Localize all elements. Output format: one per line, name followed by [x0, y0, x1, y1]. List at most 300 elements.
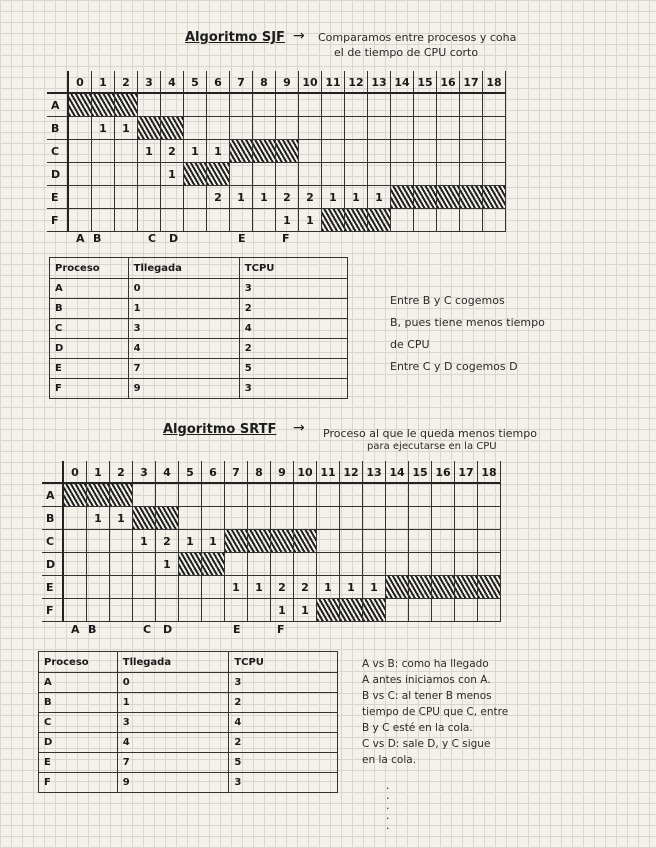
- gantt-exec-cell: [138, 117, 161, 140]
- gantt-row-b: [47, 117, 506, 140]
- gantt-exec-cell: [230, 140, 253, 163]
- gantt-exec-cell: [322, 209, 345, 232]
- marker-d: D: [169, 232, 179, 245]
- marker-b: B: [93, 232, 102, 245]
- gantt-time-tick: 12: [340, 461, 363, 484]
- gantt-empty-cell: [64, 599, 87, 622]
- gantt-time-tick: 6: [207, 71, 230, 94]
- gantt-empty-cell: [322, 163, 345, 186]
- gantt-empty-cell: [87, 576, 110, 599]
- gantt-row-label: A: [42, 484, 64, 507]
- gantt-empty-cell: [64, 576, 87, 599]
- gantt-empty-cell: [179, 599, 202, 622]
- gantt-time-tick: 0: [69, 71, 92, 94]
- gantt-empty-cell: [184, 186, 207, 209]
- table-header-cell: Tllegada: [128, 258, 239, 279]
- table-cell: 7: [128, 359, 239, 379]
- gantt-chart-srtf: [42, 461, 512, 622]
- gantt-time-tick: 18: [478, 461, 501, 484]
- gantt-exec-cell: [184, 163, 207, 186]
- gantt-time-tick: 17: [460, 71, 483, 94]
- gantt-empty-cell: [322, 117, 345, 140]
- gantt-empty-cell: [69, 140, 92, 163]
- gantt-row-label: F: [42, 599, 64, 622]
- gantt-corner: [42, 461, 64, 484]
- note-line: Entre B y C cogemos: [390, 294, 505, 307]
- notes-sjf: [390, 290, 545, 378]
- gantt-empty-cell: [386, 530, 409, 553]
- gantt-row-f: [47, 209, 506, 232]
- note-line: de CPU: [390, 338, 430, 351]
- table-header-row: [50, 258, 348, 279]
- gantt-row-label: E: [42, 576, 64, 599]
- table-cell: 1: [117, 693, 229, 713]
- gantt-empty-cell: [271, 553, 294, 576]
- gantt-empty-cell: [460, 209, 483, 232]
- table-cell: 4: [117, 733, 229, 753]
- marker-a: A: [76, 232, 85, 245]
- gantt-empty-cell: [483, 209, 506, 232]
- table-header-cell: TCPU: [229, 652, 338, 673]
- table-row: [39, 693, 338, 713]
- gantt-empty-cell: [299, 117, 322, 140]
- gantt-empty-cell: [409, 507, 432, 530]
- gantt-empty-cell: [253, 163, 276, 186]
- gantt-empty-cell: [253, 209, 276, 232]
- table-row: [50, 379, 348, 399]
- gantt-empty-cell: [386, 553, 409, 576]
- gantt-wait-cell: 1: [92, 117, 115, 140]
- gantt-row-label: F: [47, 209, 69, 232]
- gantt-row-e: [42, 576, 501, 599]
- table-row: [50, 359, 348, 379]
- gantt-row-e: [47, 186, 506, 209]
- gantt-empty-cell: [276, 117, 299, 140]
- gantt-empty-cell: [92, 140, 115, 163]
- gantt-wait-cell: 1: [299, 209, 322, 232]
- table-cell: 9: [128, 379, 239, 399]
- gantt-empty-cell: [64, 553, 87, 576]
- gantt-empty-cell: [340, 530, 363, 553]
- table-cell: 7: [117, 753, 229, 773]
- gantt-corner: [47, 71, 69, 94]
- marker-b: B: [88, 623, 97, 636]
- gantt-empty-cell: [161, 94, 184, 117]
- table-cell: 2: [229, 693, 338, 713]
- gantt-empty-cell: [483, 94, 506, 117]
- gantt-empty-cell: [92, 209, 115, 232]
- gantt-empty-cell: [478, 484, 501, 507]
- gantt-empty-cell: [460, 163, 483, 186]
- gantt-empty-cell: [478, 530, 501, 553]
- gantt-time-tick: 5: [184, 71, 207, 94]
- section1-description-line1: Comparamos entre procesos y coha: [318, 31, 517, 44]
- gantt-time-tick: 15: [409, 461, 432, 484]
- arrow-icon: →: [293, 420, 305, 436]
- gantt-empty-cell: [115, 140, 138, 163]
- gantt-wait-cell: 1: [340, 576, 363, 599]
- gantt-empty-cell: [460, 94, 483, 117]
- gantt-empty-cell: [437, 163, 460, 186]
- table-cell: D: [39, 733, 118, 753]
- gantt-empty-cell: [294, 507, 317, 530]
- gantt-time-tick: 10: [299, 71, 322, 94]
- gantt-empty-cell: [133, 484, 156, 507]
- gantt-exec-cell: [460, 186, 483, 209]
- note-line: Entre C y D cogemos D: [390, 360, 518, 373]
- marker-f: F: [277, 623, 285, 636]
- gantt-wait-cell: 1: [138, 140, 161, 163]
- note-line: tiempo de CPU que C, entre: [362, 706, 509, 718]
- table-row: [50, 319, 348, 339]
- gantt-empty-cell: [87, 599, 110, 622]
- gantt-empty-cell: [432, 484, 455, 507]
- gantt-wait-cell: 1: [110, 507, 133, 530]
- gantt-wait-cell: 1: [271, 599, 294, 622]
- gantt-row-label: C: [47, 140, 69, 163]
- gantt-exec-cell: [432, 576, 455, 599]
- gantt-row-label: A: [47, 94, 69, 117]
- gantt-exec-cell: [156, 507, 179, 530]
- gantt-empty-cell: [202, 484, 225, 507]
- table-cell: A: [50, 279, 129, 299]
- process-table-srtf: [38, 651, 338, 793]
- gantt-time-tick: 5: [179, 461, 202, 484]
- gantt-empty-cell: [317, 530, 340, 553]
- gantt-empty-cell: [414, 117, 437, 140]
- table-row: [39, 773, 338, 793]
- table-cell: 5: [229, 753, 338, 773]
- gantt-exec-cell: [340, 599, 363, 622]
- gantt-wait-cell: 2: [294, 576, 317, 599]
- gantt-time-tick: 17: [455, 461, 478, 484]
- gantt-empty-cell: [478, 599, 501, 622]
- gantt-wait-cell: 1: [225, 576, 248, 599]
- gantt-wait-cell: 2: [207, 186, 230, 209]
- gantt-time-tick: 4: [161, 71, 184, 94]
- gantt-empty-cell: [414, 163, 437, 186]
- table-cell: E: [50, 359, 129, 379]
- gantt-empty-cell: [69, 117, 92, 140]
- table-cell: F: [39, 773, 118, 793]
- table-cell: 2: [239, 339, 347, 359]
- gantt-exec-cell: [87, 484, 110, 507]
- table-cell: C: [50, 319, 129, 339]
- gantt-time-tick: 2: [110, 461, 133, 484]
- gantt-empty-cell: [317, 484, 340, 507]
- gantt-exec-cell: [483, 186, 506, 209]
- table-cell: F: [50, 379, 129, 399]
- gantt-wait-cell: 1: [248, 576, 271, 599]
- process-table-sjf: [49, 257, 348, 399]
- gantt-empty-cell: [391, 140, 414, 163]
- gantt-time-tick: 14: [386, 461, 409, 484]
- gantt-exec-cell: [386, 576, 409, 599]
- gantt-empty-cell: [225, 553, 248, 576]
- table-header-cell: Proceso: [50, 258, 129, 279]
- gantt-time-tick: 13: [363, 461, 386, 484]
- gantt-exec-cell: [276, 140, 299, 163]
- gantt-exec-cell: [478, 576, 501, 599]
- gantt-empty-cell: [110, 599, 133, 622]
- table-row: [50, 299, 348, 319]
- table-cell: B: [39, 693, 118, 713]
- table-row: [39, 733, 338, 753]
- table-cell: 2: [239, 299, 347, 319]
- gantt-empty-cell: [322, 140, 345, 163]
- gantt-wait-cell: 1: [115, 117, 138, 140]
- gantt-empty-cell: [110, 576, 133, 599]
- arrow-icon: →: [293, 28, 305, 44]
- table-cell: 3: [229, 773, 338, 793]
- gantt-empty-cell: [248, 484, 271, 507]
- gantt-empty-cell: [437, 209, 460, 232]
- gantt-empty-cell: [437, 94, 460, 117]
- gantt-wait-cell: 2: [156, 530, 179, 553]
- table-header-cell: TCPU: [239, 258, 347, 279]
- gantt-empty-cell: [391, 117, 414, 140]
- gantt-empty-cell: [340, 553, 363, 576]
- gantt-empty-cell: [432, 553, 455, 576]
- gantt-time-tick: 10: [294, 461, 317, 484]
- gantt-empty-cell: [322, 94, 345, 117]
- gantt-header-row: [42, 461, 501, 484]
- gantt-time-tick: 18: [483, 71, 506, 94]
- gantt-empty-cell: [115, 186, 138, 209]
- gantt-empty-cell: [432, 530, 455, 553]
- gantt-wait-cell: 1: [317, 576, 340, 599]
- gantt-wait-cell: 1: [156, 553, 179, 576]
- gantt-empty-cell: [230, 117, 253, 140]
- gantt-empty-cell: [409, 530, 432, 553]
- gantt-empty-cell: [391, 163, 414, 186]
- gantt-time-tick: 3: [138, 71, 161, 94]
- table-header-row: [39, 652, 338, 673]
- gantt-time-tick: 9: [276, 71, 299, 94]
- gantt-exec-cell: [317, 599, 340, 622]
- gantt-empty-cell: [299, 94, 322, 117]
- gantt-empty-cell: [225, 507, 248, 530]
- gantt-empty-cell: [156, 599, 179, 622]
- gantt-empty-cell: [363, 530, 386, 553]
- gantt-time-tick: 15: [414, 71, 437, 94]
- table-row: [39, 753, 338, 773]
- gantt-empty-cell: [368, 140, 391, 163]
- gantt-time-tick: 0: [64, 461, 87, 484]
- gantt-empty-cell: [455, 530, 478, 553]
- gantt-empty-cell: [455, 484, 478, 507]
- gantt-empty-cell: [248, 599, 271, 622]
- gantt-empty-cell: [455, 599, 478, 622]
- gantt-empty-cell: [156, 484, 179, 507]
- gantt-empty-cell: [363, 484, 386, 507]
- gantt-row-a: [42, 484, 501, 507]
- gantt-row-label: D: [47, 163, 69, 186]
- note-line: A antes iniciamos con A.: [362, 674, 491, 686]
- gantt-empty-cell: [276, 163, 299, 186]
- gantt-empty-cell: [184, 209, 207, 232]
- gantt-empty-cell: [455, 507, 478, 530]
- gantt-exec-cell: [368, 209, 391, 232]
- table-cell: 2: [229, 733, 338, 753]
- notes-srtf: [362, 656, 508, 768]
- gantt-time-tick: 9: [271, 461, 294, 484]
- gantt-empty-cell: [69, 186, 92, 209]
- gantt-empty-cell: [64, 530, 87, 553]
- gantt-empty-cell: [409, 553, 432, 576]
- table-cell: 3: [117, 713, 229, 733]
- table-row: [39, 673, 338, 693]
- gantt-empty-cell: [161, 209, 184, 232]
- gantt-empty-cell: [184, 94, 207, 117]
- gantt-time-tick: 7: [230, 71, 253, 94]
- gantt-empty-cell: [138, 94, 161, 117]
- gantt-exec-cell: [225, 530, 248, 553]
- gantt-empty-cell: [345, 94, 368, 117]
- table-cell: 3: [239, 279, 347, 299]
- gantt-row-c: [47, 140, 506, 163]
- gantt-row-label: B: [42, 507, 64, 530]
- gantt-empty-cell: [225, 484, 248, 507]
- gantt-empty-cell: [69, 163, 92, 186]
- table-cell: 4: [239, 319, 347, 339]
- gantt-empty-cell: [138, 186, 161, 209]
- gantt-empty-cell: [202, 599, 225, 622]
- gantt-exec-cell: [64, 484, 87, 507]
- marker-f: F: [282, 232, 290, 245]
- gantt-empty-cell: [368, 94, 391, 117]
- marker-e: E: [238, 232, 246, 245]
- marker-e: E: [233, 623, 241, 636]
- gantt-exec-cell: [363, 599, 386, 622]
- note-line: B vs C: al tener B menos: [362, 690, 492, 702]
- note-line: A vs B: como ha llegado: [362, 658, 489, 670]
- section1-description-line2: el de tiempo de CPU corto: [334, 46, 479, 59]
- gantt-exec-cell: [179, 553, 202, 576]
- table-header-cell: Proceso: [39, 652, 118, 673]
- table-cell: D: [50, 339, 129, 359]
- gantt-empty-cell: [253, 117, 276, 140]
- gantt-time-tick: 11: [317, 461, 340, 484]
- table-cell: A: [39, 673, 118, 693]
- gantt-exec-cell: [161, 117, 184, 140]
- gantt-empty-cell: [202, 507, 225, 530]
- gantt-empty-cell: [207, 117, 230, 140]
- gantt-wait-cell: 2: [271, 576, 294, 599]
- gantt-exec-cell: [455, 576, 478, 599]
- gantt-wait-cell: 1: [294, 599, 317, 622]
- table-row: [50, 279, 348, 299]
- gantt-wait-cell: 2: [161, 140, 184, 163]
- table-cell: 9: [117, 773, 229, 793]
- gantt-wait-cell: 1: [345, 186, 368, 209]
- gantt-exec-cell: [248, 530, 271, 553]
- gantt-empty-cell: [207, 94, 230, 117]
- gantt-empty-cell: [437, 117, 460, 140]
- gantt-empty-cell: [230, 163, 253, 186]
- continuation-dots: · · · · ·: [386, 782, 390, 835]
- gantt-time-tick: 16: [432, 461, 455, 484]
- gantt-empty-cell: [133, 553, 156, 576]
- gantt-empty-cell: [391, 94, 414, 117]
- table-cell: 4: [229, 713, 338, 733]
- gantt-empty-cell: [230, 94, 253, 117]
- gantt-empty-cell: [386, 507, 409, 530]
- gantt-empty-cell: [345, 140, 368, 163]
- gantt-empty-cell: [299, 140, 322, 163]
- note-line: C vs D: sale D, y C sigue: [362, 738, 491, 750]
- gantt-wait-cell: 1: [322, 186, 345, 209]
- gantt-exec-cell: [253, 140, 276, 163]
- gantt-empty-cell: [363, 507, 386, 530]
- gantt-empty-cell: [276, 94, 299, 117]
- gantt-empty-cell: [478, 507, 501, 530]
- note-line: en la cola.: [362, 754, 417, 766]
- gantt-exec-cell: [133, 507, 156, 530]
- gantt-wait-cell: 1: [363, 576, 386, 599]
- gantt-empty-cell: [460, 117, 483, 140]
- gantt-empty-cell: [294, 553, 317, 576]
- gantt-empty-cell: [414, 209, 437, 232]
- gantt-time-tick: 8: [248, 461, 271, 484]
- gantt-row-label: D: [42, 553, 64, 576]
- gantt-wait-cell: 1: [230, 186, 253, 209]
- gantt-exec-cell: [294, 530, 317, 553]
- section2-description-line2: para ejecutarse en la CPU: [367, 441, 497, 452]
- gantt-empty-cell: [184, 117, 207, 140]
- gantt-empty-cell: [414, 140, 437, 163]
- gantt-empty-cell: [478, 553, 501, 576]
- gantt-empty-cell: [92, 163, 115, 186]
- gantt-empty-cell: [202, 576, 225, 599]
- gantt-empty-cell: [345, 163, 368, 186]
- gantt-empty-cell: [248, 507, 271, 530]
- gantt-empty-cell: [317, 507, 340, 530]
- gantt-empty-cell: [294, 484, 317, 507]
- gantt-empty-cell: [483, 163, 506, 186]
- gantt-empty-cell: [110, 553, 133, 576]
- gantt-empty-cell: [386, 599, 409, 622]
- gantt-wait-cell: 1: [133, 530, 156, 553]
- gantt-empty-cell: [317, 553, 340, 576]
- table-cell: 4: [128, 339, 239, 359]
- gantt-empty-cell: [230, 209, 253, 232]
- gantt-wait-cell: 1: [368, 186, 391, 209]
- gantt-wait-cell: 1: [202, 530, 225, 553]
- gantt-empty-cell: [271, 507, 294, 530]
- gantt-empty-cell: [87, 553, 110, 576]
- gantt-empty-cell: [345, 117, 368, 140]
- gantt-wait-cell: 2: [299, 186, 322, 209]
- gantt-wait-cell: 1: [87, 507, 110, 530]
- gantt-empty-cell: [299, 163, 322, 186]
- gantt-row-c: [42, 530, 501, 553]
- gantt-time-tick: 3: [133, 461, 156, 484]
- gantt-empty-cell: [391, 209, 414, 232]
- section2-description-line1: Proceso al que le queda menos tiempo: [323, 427, 537, 440]
- section2-title: Algoritmo SRTF: [163, 422, 277, 437]
- table-cell: E: [39, 753, 118, 773]
- table-cell: 1: [128, 299, 239, 319]
- gantt-empty-cell: [455, 553, 478, 576]
- gantt-empty-cell: [133, 599, 156, 622]
- gantt-time-tick: 8: [253, 71, 276, 94]
- gantt-empty-cell: [363, 553, 386, 576]
- gantt-time-tick: 16: [437, 71, 460, 94]
- gantt-row-a: [47, 94, 506, 117]
- gantt-time-tick: 2: [115, 71, 138, 94]
- gantt-empty-cell: [87, 530, 110, 553]
